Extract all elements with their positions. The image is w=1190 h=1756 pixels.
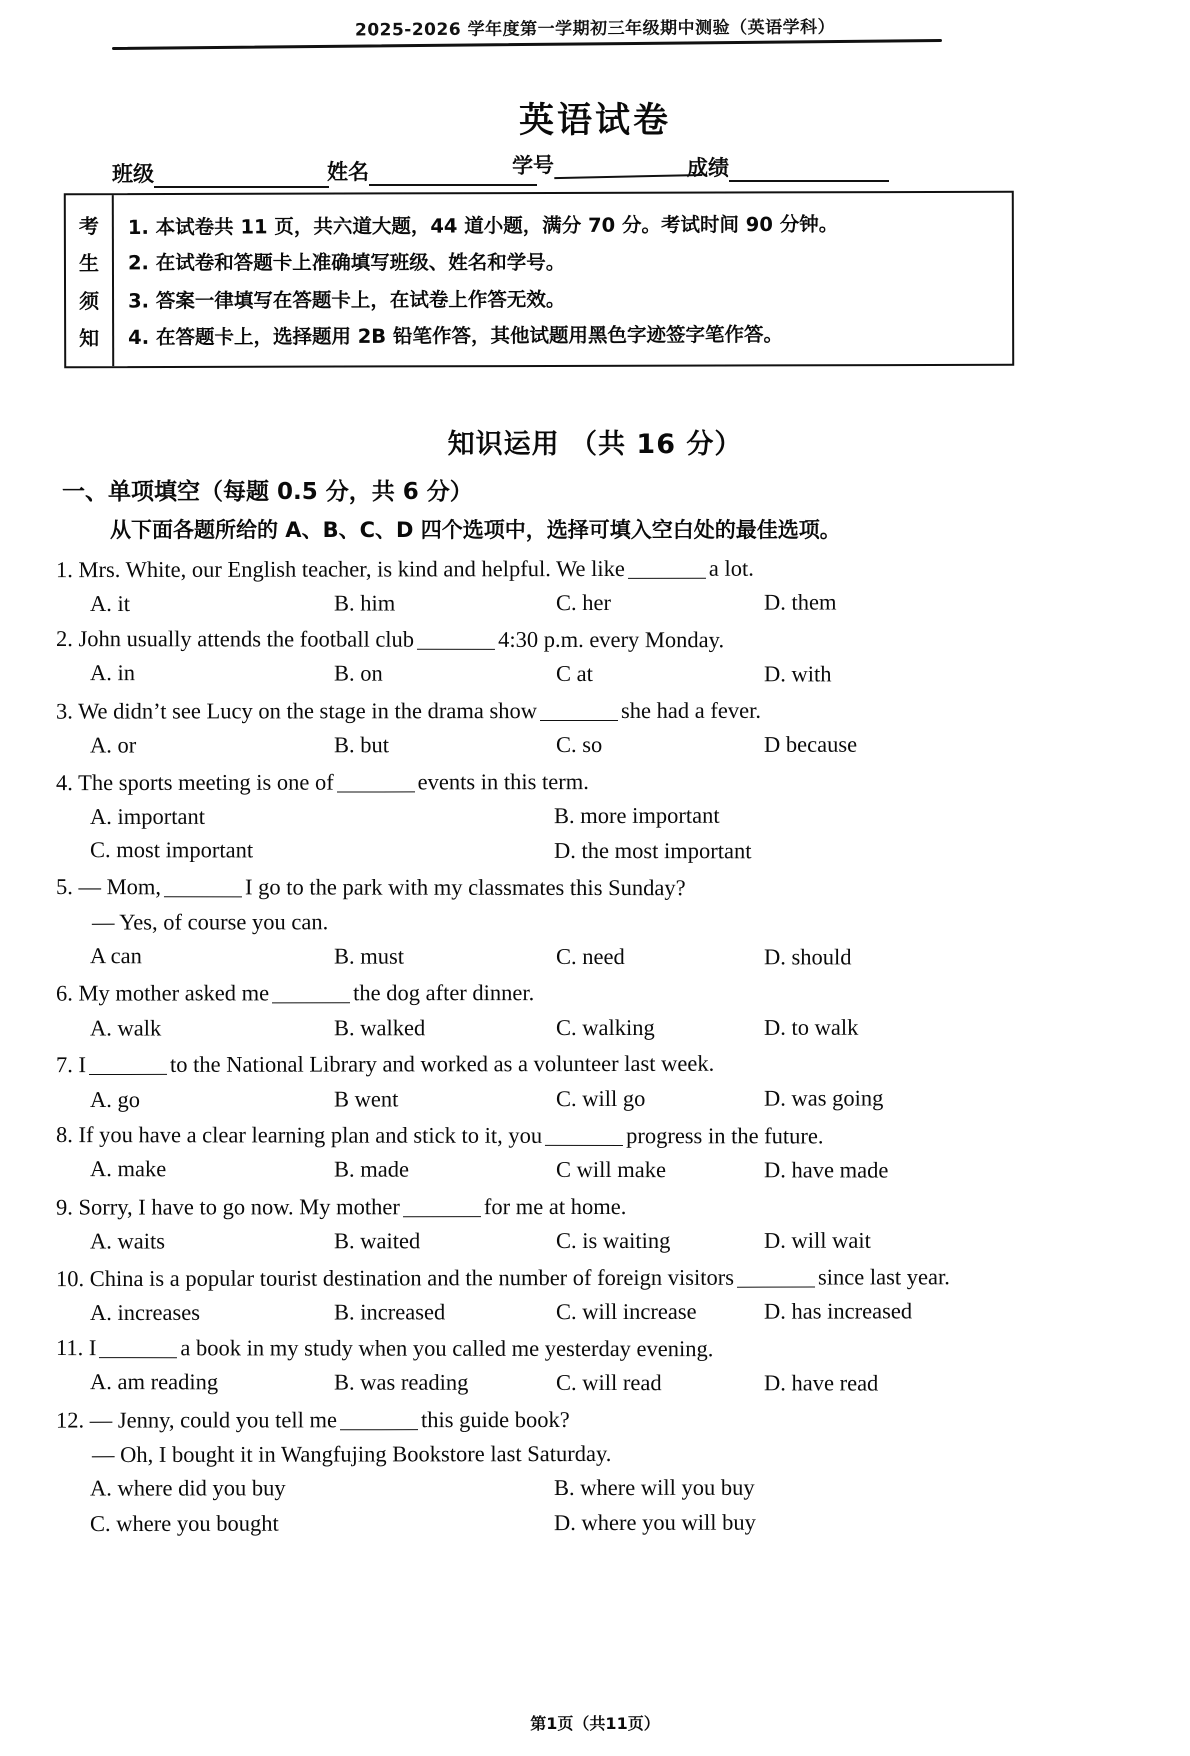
student-no-field[interactable] xyxy=(512,146,703,180)
option-choice[interactable]: D because xyxy=(763,732,858,758)
option-choice[interactable]: D. will wait xyxy=(763,1227,871,1253)
answer-blank[interactable] xyxy=(628,578,706,579)
option-choice[interactable]: C. where you bought xyxy=(89,1510,279,1537)
option-choice[interactable]: A. where did you buy xyxy=(89,1475,286,1501)
question-stem xyxy=(56,976,1136,1011)
option-choice[interactable]: C. will increase xyxy=(555,1298,697,1324)
question-block xyxy=(56,976,1136,1045)
option-choice[interactable]: D. have read xyxy=(763,1370,879,1396)
question-text-after-blank: for me at home. xyxy=(483,1193,627,1219)
knowledge-section-heading: 知识运用 （共 16 分） xyxy=(447,429,743,460)
notice-item: 4. 在答题卡上，选择题用 2B 铅笔作答，其他试题用黑色字迹签字笔作答。 xyxy=(128,323,783,350)
option-choice[interactable]: D. them xyxy=(763,589,837,615)
option-choice[interactable]: D. have made xyxy=(763,1156,889,1183)
question-stem xyxy=(56,694,1136,729)
question-block xyxy=(56,1190,1136,1259)
question-stem xyxy=(56,1046,1136,1082)
question-text-before-blank: China is a popular tourist destination and the number of foreign visitors xyxy=(89,1264,735,1291)
notice-label-char-1: 考 xyxy=(78,213,99,238)
score-field[interactable] xyxy=(687,152,889,182)
option-row xyxy=(56,1471,1136,1507)
question-text-before-blank: If you have a clear learning plan and stick to it, you xyxy=(78,1121,543,1148)
option-choice[interactable]: A. walk xyxy=(89,1015,162,1041)
answer-blank[interactable] xyxy=(737,1286,815,1287)
option-row xyxy=(56,939,1136,976)
option-choice[interactable]: C. is waiting xyxy=(555,1227,671,1253)
question-number: 1. xyxy=(55,557,73,583)
option-choice[interactable]: A. go xyxy=(89,1086,141,1112)
page-footer: 第1页（共11页） xyxy=(530,1714,660,1733)
question-text-after-blank: a lot. xyxy=(708,555,754,581)
answer-blank[interactable] xyxy=(272,1003,350,1004)
option-choice[interactable]: A. important xyxy=(89,804,206,830)
question-stem-second-line: — Yes, of course you can. xyxy=(91,909,329,935)
question-stem xyxy=(56,1402,1136,1437)
question-block xyxy=(56,765,1136,869)
question-text-after-blank: since last year. xyxy=(817,1263,950,1290)
option-row xyxy=(56,1152,1136,1189)
question-stem xyxy=(56,1118,1136,1154)
question-stem xyxy=(56,764,1136,800)
question-text-after-blank: a book in my study when you called me yesterday evening. xyxy=(180,1334,714,1361)
question-stem xyxy=(56,1259,1136,1295)
name-label: 姓名 xyxy=(327,160,369,184)
option-row xyxy=(56,833,1136,870)
notice-items xyxy=(114,193,1012,366)
option-choice[interactable]: D. with xyxy=(763,661,832,687)
option-choice[interactable]: B. where will you buy xyxy=(553,1474,755,1501)
option-choice[interactable]: D. has increased xyxy=(763,1298,913,1324)
option-choice[interactable]: B. him xyxy=(333,590,396,616)
answer-blank[interactable] xyxy=(417,649,495,650)
name-field[interactable] xyxy=(327,156,537,186)
option-choice[interactable]: B. walked xyxy=(333,1014,426,1040)
option-row xyxy=(56,585,1136,622)
option-row xyxy=(56,1365,1136,1402)
part-one-heading: 一、单项填空（每题 0.5 分，共 6 分） xyxy=(62,479,473,505)
option-choice[interactable]: D. where you will buy xyxy=(553,1509,756,1536)
question-number: 5. xyxy=(55,874,73,900)
option-choice[interactable]: D. to walk xyxy=(763,1014,859,1040)
option-choice[interactable]: C. most important xyxy=(89,837,254,863)
option-row xyxy=(56,728,1136,764)
question-text-before-blank: — Mom, xyxy=(78,874,162,900)
question-text-before-blank: John usually attends the football club xyxy=(78,626,415,652)
question-number: 2. xyxy=(55,626,73,652)
option-choice[interactable]: C at xyxy=(555,661,593,687)
option-choice[interactable]: B. on xyxy=(333,660,383,686)
question-block xyxy=(56,552,1136,621)
question-text-before-blank: — Jenny, could you tell me xyxy=(89,1407,338,1433)
question-block xyxy=(56,871,1136,974)
option-choice[interactable]: A. it xyxy=(89,591,131,617)
option-choice[interactable]: A. am reading xyxy=(89,1368,219,1395)
question-block xyxy=(56,1403,1136,1541)
student-no-label: 学号 xyxy=(511,153,555,178)
score-label: 成绩 xyxy=(687,156,729,180)
student-no-blank[interactable] xyxy=(554,150,703,179)
question-block xyxy=(56,1332,1136,1401)
question-stem xyxy=(56,870,1136,906)
class-label: 班级 xyxy=(112,162,154,186)
question-text-after-blank: 4:30 p.m. every Monday. xyxy=(498,626,725,653)
answer-blank[interactable] xyxy=(545,1144,623,1145)
question-text-after-blank: to the National Library and worked as a volunteer last week. xyxy=(169,1051,715,1078)
option-choice[interactable]: B. but xyxy=(333,732,390,758)
option-choice[interactable]: C. will go xyxy=(555,1085,646,1111)
question-text-before-blank: We didn’t see Lucy on the stage in the drama show xyxy=(78,698,538,724)
notice-vertical-label xyxy=(66,195,114,366)
page-title: 英语试卷 xyxy=(518,101,671,141)
option-choice[interactable]: D. was going xyxy=(763,1085,884,1111)
answer-blank[interactable] xyxy=(337,792,415,793)
option-choice[interactable]: B. increased xyxy=(333,1299,446,1325)
option-choice[interactable]: C. need xyxy=(555,943,625,969)
option-choice[interactable]: B. must xyxy=(333,943,405,969)
question-stem xyxy=(56,622,1136,658)
question-list xyxy=(56,552,1136,1543)
notice-item: 1. 本试卷共 11 页，共六道大题，44 道小题，满分 70 分。考试时间 90 分钟。 xyxy=(127,212,839,240)
option-choice[interactable]: D. the most important xyxy=(553,838,752,864)
notice-item: 3. 答案一律填写在答题卡上，在试卷上作答无效。 xyxy=(128,287,566,313)
question-number: 11. xyxy=(55,1334,84,1360)
option-choice[interactable]: D. should xyxy=(763,943,852,969)
part-one-instruction: 从下面各题所给的 A、B、C、D 四个选项中，选择可填入空白处的最佳选项。 xyxy=(110,518,841,542)
option-row xyxy=(56,656,1136,693)
option-row xyxy=(56,1080,1136,1117)
question-number: 3. xyxy=(55,698,73,724)
question-text-after-blank: I go to the park with my classmates this Sunday? xyxy=(244,874,686,901)
question-text-after-blank: progress in the future. xyxy=(626,1122,824,1148)
class-field[interactable] xyxy=(112,158,329,188)
answer-blank[interactable] xyxy=(340,1429,418,1430)
question-text-before-blank: Sorry, I have to go now. My mother xyxy=(78,1193,400,1220)
score-blank[interactable] xyxy=(729,156,889,182)
option-choice[interactable]: A can xyxy=(89,942,142,968)
question-text-before-blank: My mother asked me xyxy=(78,980,270,1006)
question-text-before-blank: I xyxy=(78,1052,87,1078)
question-block xyxy=(56,1261,1136,1330)
option-choice[interactable]: B. was reading xyxy=(333,1369,469,1395)
option-choice[interactable]: B. waited xyxy=(333,1227,421,1254)
question-number: 10. xyxy=(55,1265,85,1291)
notice-label-char-2: 生 xyxy=(78,251,99,276)
answer-blank[interactable] xyxy=(540,720,618,721)
identity-fields xyxy=(112,148,962,186)
candidate-notice-box xyxy=(64,191,1014,368)
option-choice[interactable]: B went xyxy=(333,1086,399,1112)
option-row xyxy=(56,1294,1136,1331)
option-choice[interactable]: C. so xyxy=(555,732,603,758)
question-block xyxy=(56,1047,1136,1116)
option-choice[interactable]: A. waits xyxy=(89,1228,166,1254)
question-block xyxy=(56,623,1136,692)
question-stem xyxy=(56,551,1136,587)
question-block xyxy=(56,1119,1136,1188)
answer-blank[interactable] xyxy=(403,1216,481,1217)
option-choice[interactable]: A. or xyxy=(89,732,137,758)
question-number: 7. xyxy=(55,1052,73,1078)
question-text-after-blank: this guide book? xyxy=(420,1406,570,1432)
question-text-after-blank: events in this term. xyxy=(417,769,589,795)
question-stem xyxy=(56,1189,1136,1224)
exam-header-text: 2025-2026 学年度第一学期初三年级期中测验（英语学科） xyxy=(354,17,836,41)
question-block xyxy=(56,694,1136,763)
question-number: 6. xyxy=(55,980,73,1006)
answer-blank[interactable] xyxy=(89,1074,167,1075)
option-choice[interactable]: C will make xyxy=(555,1156,667,1182)
question-text-after-blank: the dog after dinner. xyxy=(353,980,535,1006)
option-choice[interactable]: C. will read xyxy=(555,1369,662,1395)
option-choice[interactable]: C. her xyxy=(555,590,612,616)
option-choice[interactable]: C. walking xyxy=(555,1014,655,1040)
question-stem-second-line: — Oh, I bought it in Wangfujing Bookstore last Saturday. xyxy=(91,1440,612,1467)
option-choice[interactable]: A. increases xyxy=(89,1299,200,1325)
question-text-before-blank: I xyxy=(88,1334,97,1360)
question-number: 12. xyxy=(55,1407,85,1433)
option-row xyxy=(56,1505,1136,1542)
question-stem xyxy=(56,1331,1136,1367)
option-row xyxy=(56,1223,1136,1259)
option-choice[interactable]: B. more important xyxy=(553,803,720,829)
option-row xyxy=(56,1010,1136,1046)
question-text-before-blank: Mrs. White, our English teacher, is kind and helpful. We like xyxy=(78,555,625,583)
notice-item: 2. 在试卷和答题卡上准确填写班级、姓名和学号。 xyxy=(127,250,566,275)
question-text-before-blank: The sports meeting is one of xyxy=(78,769,334,796)
answer-blank[interactable] xyxy=(164,896,242,897)
option-choice[interactable]: B. made xyxy=(333,1156,410,1182)
class-blank[interactable] xyxy=(154,162,329,188)
notice-label-char-4: 知 xyxy=(79,326,100,351)
notice-label-char-3: 须 xyxy=(79,288,100,313)
question-number: 8. xyxy=(55,1121,73,1147)
question-number: 9. xyxy=(55,1194,73,1220)
option-choice[interactable]: A. in xyxy=(89,660,136,686)
answer-blank[interactable] xyxy=(99,1357,177,1358)
question-text-after-blank: she had a fever. xyxy=(620,697,761,724)
option-row xyxy=(56,798,1136,835)
option-choice[interactable]: A. make xyxy=(89,1155,167,1181)
question-number: 4. xyxy=(55,770,73,796)
